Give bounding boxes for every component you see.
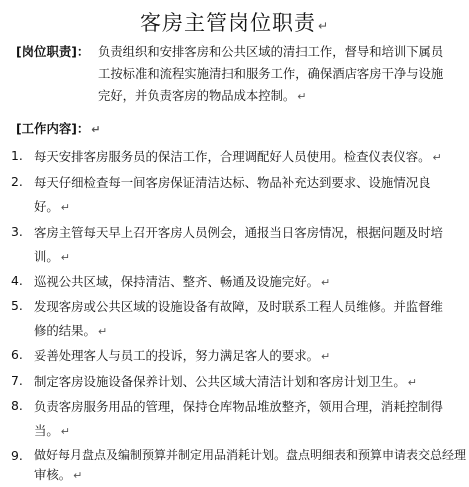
paragraph-mark: ↵ [97, 325, 108, 338]
paragraph-mark: ↵ [60, 251, 70, 264]
item-text: 巡视公共区域，保持清洁、整齐、畅通及设施完好。 ↵ [34, 274, 331, 289]
item-number: 3. [11, 224, 23, 239]
page-title [0, 9, 469, 40]
content-heading: [工作内容]： ↵ [16, 121, 101, 136]
duty-line: 完好，并负责客房的物品成本控制。 ↵ [98, 89, 307, 103]
item-number: 5. [11, 298, 23, 313]
item-text: 每天仔细检查每一间客房保证清洁达标、物品补充达到要求、设施情况良 好。 ↵ [34, 175, 431, 214]
item-text: 每天安排客房服务员的保洁工作，合理调配好人员使用。检查仪表仪容。 ↵ [34, 149, 442, 164]
paragraph-mark: ↵ [60, 201, 70, 214]
paragraph-mark: ↵ [432, 151, 442, 164]
paragraph-mark: ↵ [91, 123, 101, 136]
item-text: 妥善处理客人与员工的投诉，努力满足客人的要求。 ↵ [34, 348, 331, 363]
item-number: 8. [11, 398, 23, 413]
item-text: 制定客房设施设备保养计划、公共区域大清洁计划和客房计划卫生。 ↵ [34, 374, 417, 389]
duty-text [98, 41, 468, 107]
paragraph-mark: ↵ [60, 425, 70, 438]
item-number: 4. [11, 273, 23, 288]
item-text: 客房主管每天早上召开客房人员例会，通报当日客房情况，根据问题及时培 训。 ↵ [34, 225, 443, 264]
paragraph-mark: ↵ [320, 350, 331, 363]
paragraph-mark: ↵ [73, 469, 83, 482]
item-text: 负责客房服务用品的管理，保持仓库物品堆放整齐，领用合理，消耗控制得 当。 ↵ [34, 399, 443, 438]
item-text: 发现客房或公共区域的设施设备有故障，及时联系工程人员维修。并监督维 修的结果。 ↵ [34, 299, 443, 338]
duty-line: 负责组织和安排客房和公共区域的清扫工作，督导和培训下属员 [98, 45, 444, 59]
paragraph-mark: ↵ [317, 19, 330, 33]
paragraph-mark: ↵ [297, 90, 307, 103]
item-number: 1. [11, 148, 23, 163]
item-number: 2. [11, 174, 23, 189]
paragraph-mark: ↵ [407, 376, 417, 389]
duty-label: [岗位职责]： [16, 44, 90, 59]
title-text: 客房主管岗位职责 [139, 11, 316, 35]
item-text: 做好每月盘点及编制预算并制定用品消耗计划。盘点明细表和预算申请表交总经理 审核。 ↵ [34, 448, 467, 482]
item-number: 7. [11, 373, 23, 388]
item-number: 9. [11, 448, 23, 463]
paragraph-mark: ↵ [320, 276, 331, 289]
duty-line: 工按标准和流程实施清扫和服务工作，确保酒店客房干净与设施 [98, 67, 444, 81]
item-number: 6. [11, 347, 23, 362]
